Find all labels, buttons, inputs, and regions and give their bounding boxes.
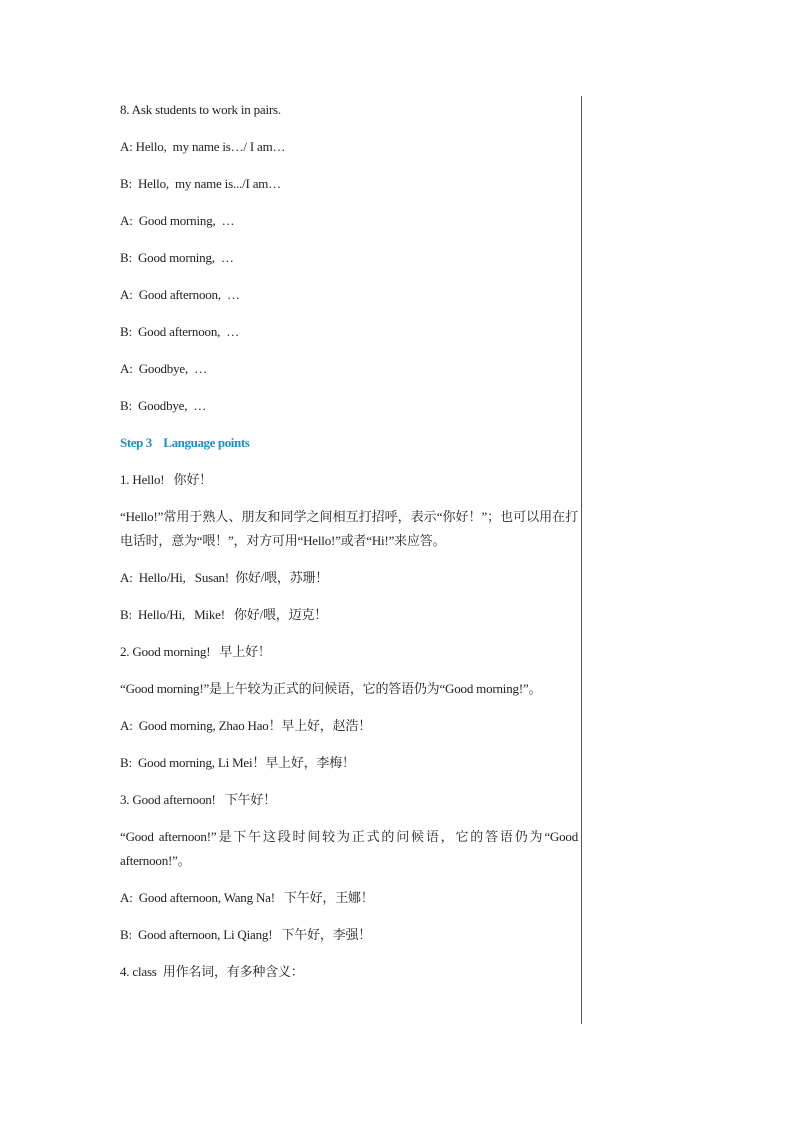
dialogue-line: A: Good morning, … bbox=[120, 213, 235, 228]
column-divider bbox=[581, 96, 582, 1024]
example-line: B: Good afternoon, Li Qiang! 下午好，李强！ bbox=[120, 927, 372, 942]
dialogue-line: B: Hello, my name is.../I am… bbox=[120, 176, 281, 191]
example-line: A: Hello/Hi, Susan! 你好/喂，苏珊！ bbox=[120, 570, 329, 585]
point-title: 3. Good afternoon! 下午好！ bbox=[120, 792, 277, 807]
document-body bbox=[120, 98, 582, 997]
section-heading: Step 3 Language points bbox=[120, 435, 250, 450]
dialogue-line: A: Hello, my name is…/ I am… bbox=[120, 139, 286, 154]
example-line: B: Hello/Hi, Mike! 你好/喂，迈克！ bbox=[120, 607, 328, 622]
point-explanation: “Good afternoon!”是下午这段时间较为正式的问候语，它的答语仍为“Good afternoon!”。 bbox=[120, 829, 582, 868]
dialogue-line: A: Goodbye, … bbox=[120, 361, 207, 376]
point-explanation: “Hello!”常用于熟人、朋友和同学之间相互打招呼，表示“你好！”；也可以用在打电话时，意为“喂！”，对方可用“Hello!”或者“Hi!”来应答。 bbox=[120, 509, 578, 548]
dialogue-line: B: Good afternoon, … bbox=[120, 324, 240, 339]
dialogue-line: B: Good morning, … bbox=[120, 250, 234, 265]
dialogue-line: B: Goodbye, … bbox=[120, 398, 207, 413]
instruction-line: 8. Ask students to work in pairs. bbox=[120, 102, 281, 117]
example-line: B: Good morning, Li Mei！早上好，李梅！ bbox=[120, 755, 355, 770]
point-explanation: “Good morning!”是上午较为正式的问候语，它的答语仍为“Good morning!”。 bbox=[120, 681, 542, 696]
dialogue-line: A: Good afternoon, … bbox=[120, 287, 240, 302]
point-title: 1. Hello! 你好！ bbox=[120, 472, 212, 487]
example-line: A: Good morning, Zhao Hao！早上好，赵浩！ bbox=[120, 718, 372, 733]
point-title: 2. Good morning! 早上好！ bbox=[120, 644, 271, 659]
example-line: A: Good afternoon, Wang Na! 下午好，王娜！ bbox=[120, 890, 374, 905]
point-title: 4. class 用作名词，有多种含义： bbox=[120, 964, 304, 979]
